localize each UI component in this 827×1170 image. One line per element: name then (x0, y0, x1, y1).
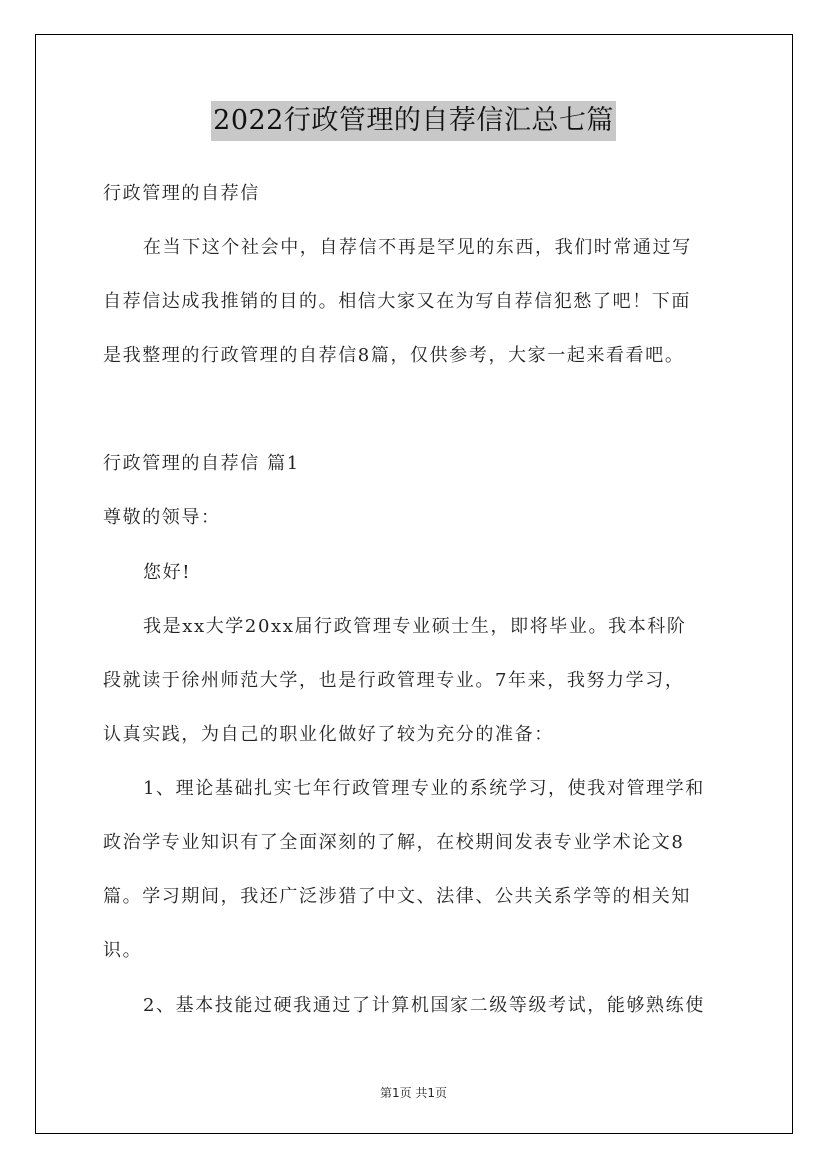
title-container (0, 101, 827, 141)
section-heading: 行政管理的自荐信 篇1 (103, 453, 300, 474)
paragraph-line: 我是xx大学20xx届行政管理专业硕士生，即将毕业。我本科阶 (143, 616, 687, 637)
paragraph-line: 识。 (103, 940, 143, 961)
paragraph-line: 认真实践，为自己的职业化做好了较为充分的准备： (103, 724, 554, 745)
page-footer: 第1页 共1页 (379, 1086, 448, 1100)
paragraph-line: 1、理论基础扎实七年行政管理专业的系统学习，使我对管理学和 (143, 778, 705, 799)
paragraph-line: 在当下这个社会中，自荐信不再是罕见的东西，我们时常通过写 (143, 237, 692, 258)
paragraph-line: 2、基本技能过硬我通过了计算机国家二级等级考试，能够熟练使 (143, 995, 705, 1016)
document-title: 2022行政管理的自荐信汇总七篇 (211, 101, 616, 141)
greeting: 您好! (143, 562, 192, 583)
paragraph-line: 篇。学习期间，我还广泛涉猎了中文、法律、公共关系学等的相关知 (103, 886, 691, 907)
salutation: 尊敬的领导： (103, 507, 221, 528)
paragraph-line: 段就读于徐州师范大学，也是行政管理专业。7年来，我努力学习， (103, 670, 685, 691)
paragraph-line: 政治学专业知识有了全面深刻的了解，在校期间发表专业学术论文8 (103, 832, 685, 853)
section-heading: 行政管理的自荐信 (103, 183, 260, 204)
paragraph-line: 是我整理的行政管理的自荐信8篇，仅供参考，大家一起来看看吧。 (103, 345, 685, 366)
paragraph-line: 自荐信达成我推销的目的。相信大家又在为写自荐信犯愁了吧！下面 (103, 291, 691, 312)
